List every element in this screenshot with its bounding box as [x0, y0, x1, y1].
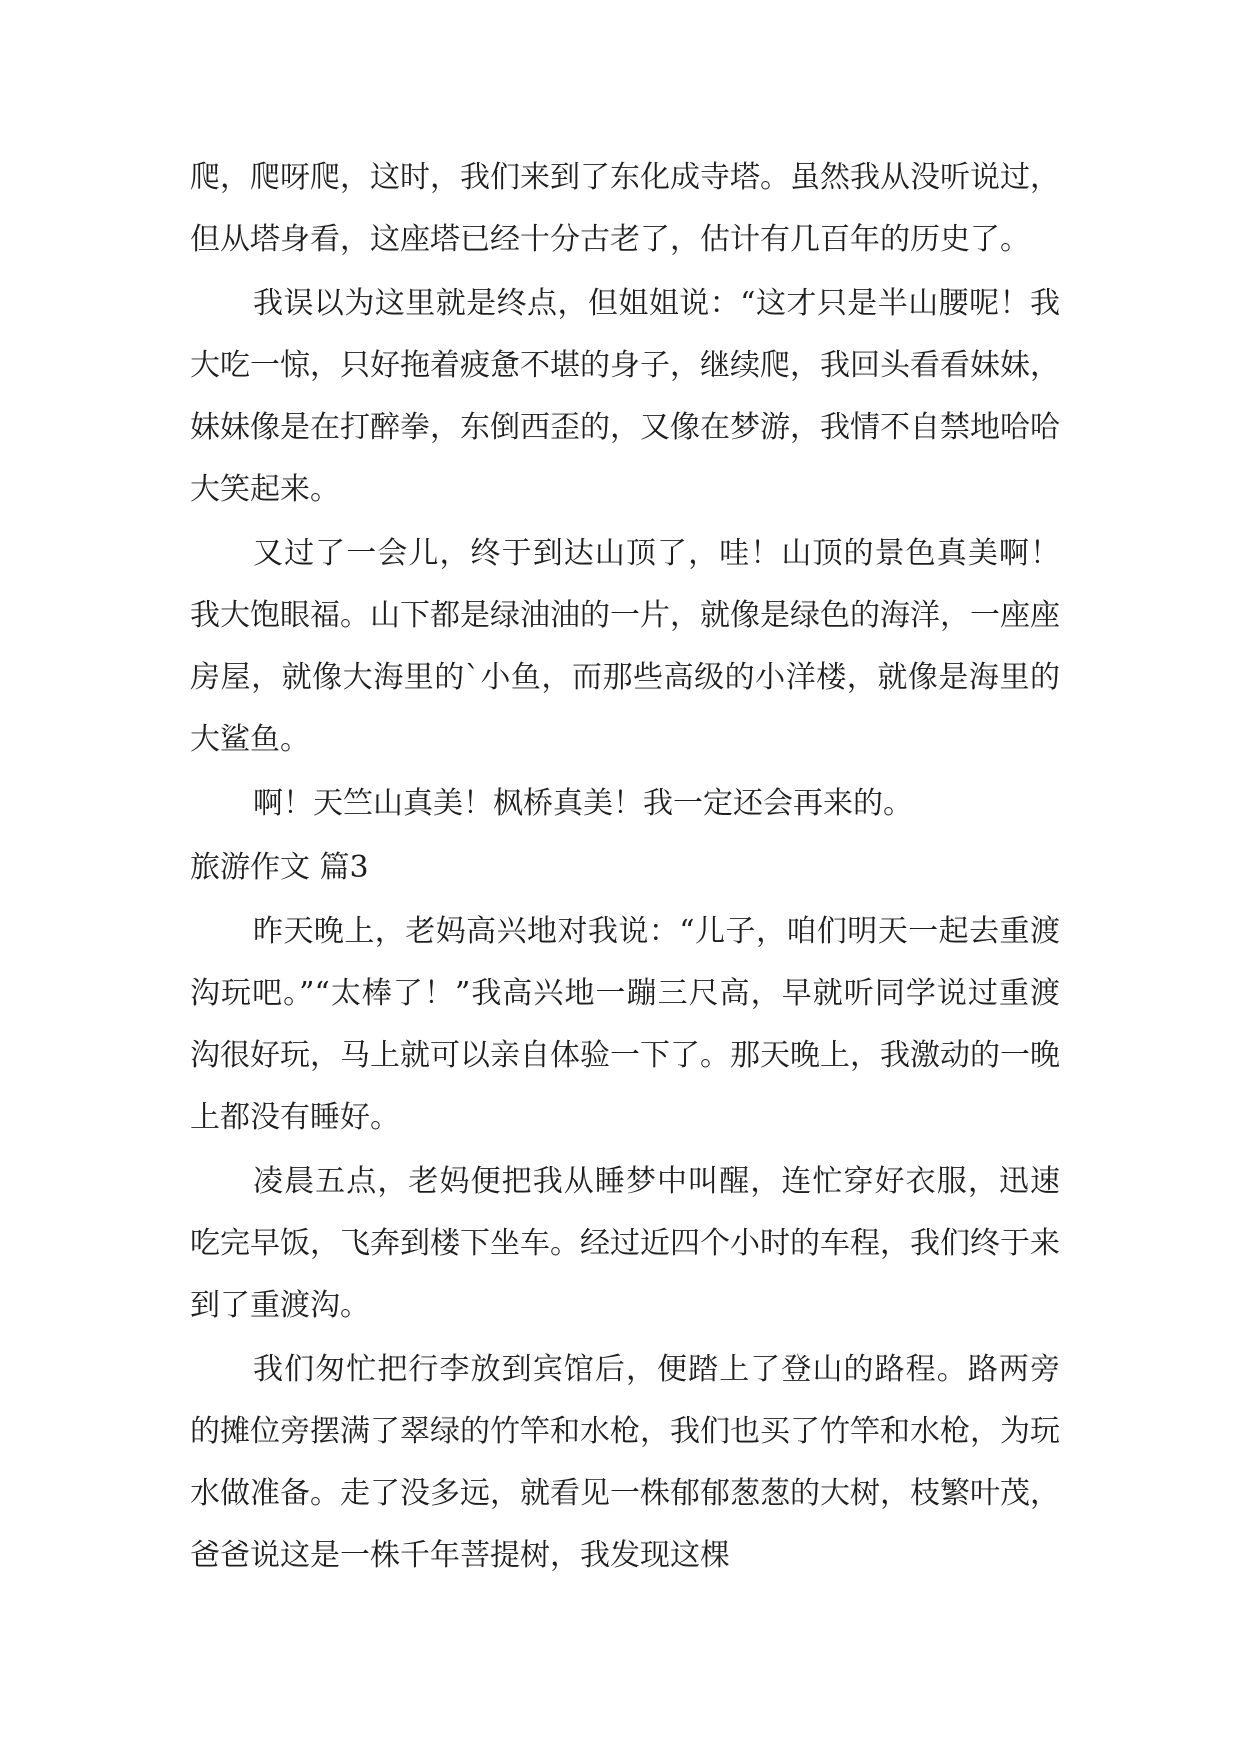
paragraph-6: 凌晨五点，老妈便把我从睡梦中叫醒，连忙穿好衣服，迅速吃完早饭，飞奔到楼下坐车。经过近四个小时的车程，我们终于来到了重渡沟。	[190, 1164, 1060, 1323]
paragraph-2: 我误以为这里就是终点，但姐姐说：“这才只是半山腰呢！我大吃一惊，只好拖着疲惫不堪的身子，继续爬，我回头看看妹妹，妹妹像是在打醉拳，东倒西歪的，又像在梦游，我情不自禁地哈哈大笑起来。	[190, 286, 1060, 507]
paragraph-1: 爬，爬呀爬，这时，我们来到了东化成寺塔。虽然我从没听说过，但从塔身看，这座塔已经十分古老了，估计有几百年的历史了。	[190, 160, 1060, 257]
section-heading: 旅游作文 篇3	[190, 850, 369, 885]
paragraph-5: 昨天晚上，老妈高兴地对我说：“儿子，咱们明天一起去重渡沟玩吧。”“太棒了！”我高兴地一蹦三尺高，早就听同学说过重渡沟很好玩，马上就可以亲自体验一下了。那天晚上，我激动的一晚上都没有睡好。	[190, 914, 1060, 1135]
paragraph-3: 又过了一会儿，终于到达山顶了，哇！山顶的景色真美啊！我大饱眼福。山下都是绿油油的一片，就像是绿色的海洋，一座座房屋，就像大海里的`小鱼，而那些高级的小洋楼，就像是海里的大鲨鱼。	[190, 536, 1060, 757]
document-body	[190, 147, 1060, 1589]
paragraph-7: 我们匆忙把行李放到宾馆后，便踏上了登山的路程。路两旁的摊位旁摆满了翠绿的竹竿和水枪，我们也买了竹竿和水枪，为玩水做准备。走了没多远，就看见一株郁郁葱葱的大树，枝繁叶茂，爸爸说这是一株千年菩提树，我发现这棵	[190, 1352, 1060, 1573]
paragraph-4: 啊！天竺山真美！枫桥真美！我一定还会再来的。	[253, 786, 913, 821]
